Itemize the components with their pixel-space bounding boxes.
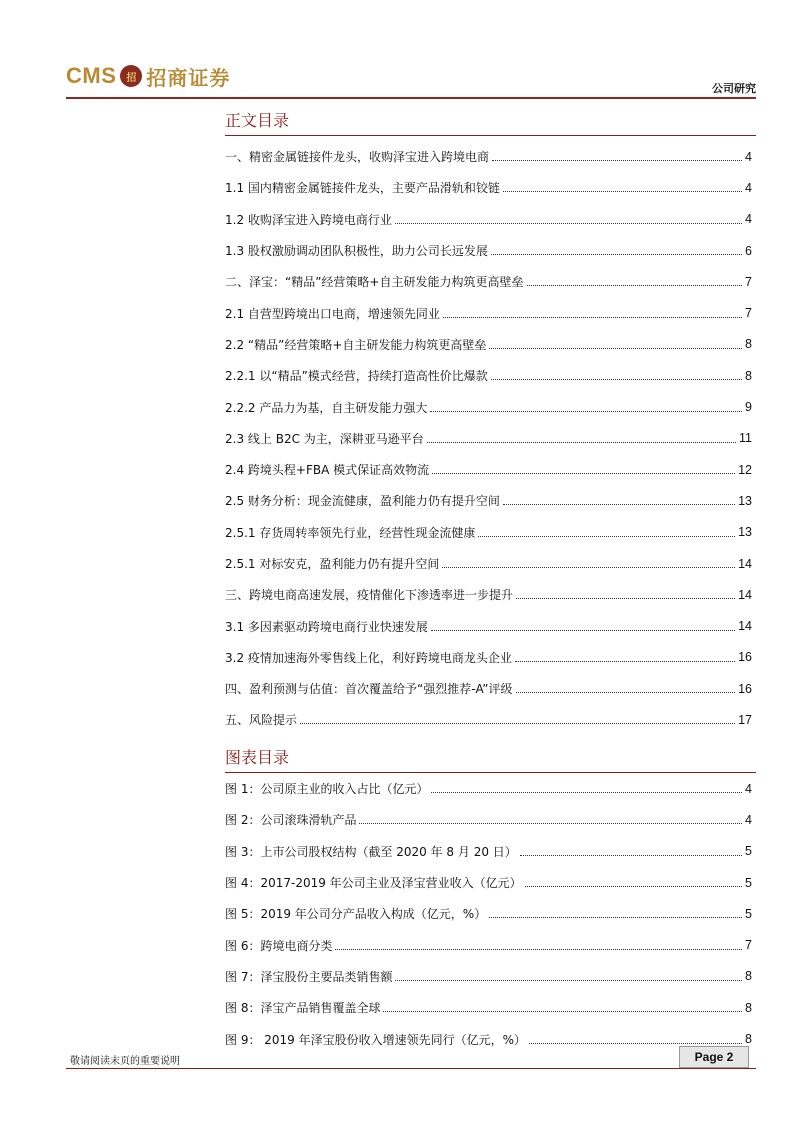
toc-entry[interactable] <box>225 235 752 266</box>
dot-leader <box>443 317 742 318</box>
dot-leader <box>359 823 742 824</box>
entry-page-number: 8 <box>745 1000 752 1015</box>
entry-title: 图 9： 2019 年泽宝股份收入增速领先同行（亿元，%） <box>225 1032 527 1047</box>
entry-title: 图 1：公司原主业的收入占比（亿元） <box>225 782 429 797</box>
entry-title: 2.3 线上 B2C 为主，深耕亚马逊平台 <box>225 431 424 446</box>
dot-leader <box>520 855 742 856</box>
header-divider <box>66 97 756 99</box>
dot-leader <box>430 411 742 412</box>
dot-leader <box>492 160 742 161</box>
entry-title: 1.2 收购泽宝进入跨境电商行业 <box>225 212 392 227</box>
dot-leader <box>515 661 735 662</box>
entry-title: 一、精密金属链接件龙头，收购泽宝进入跨境电商 <box>225 150 490 165</box>
entry-page-number: 8 <box>745 368 752 383</box>
entry-title: 图 8：泽宝产品销售覆盖全球 <box>225 1001 381 1016</box>
toc-list <box>225 141 752 736</box>
dot-leader <box>395 223 742 224</box>
toc-entry[interactable] <box>225 454 752 485</box>
entry-page-number: 7 <box>745 274 752 289</box>
figure-entry[interactable] <box>225 1023 752 1054</box>
dot-leader <box>527 285 743 286</box>
toc-entry[interactable] <box>225 704 752 735</box>
entry-title: 3.2 疫情加速海外零售线上化，利好跨境电商龙头企业 <box>225 650 512 665</box>
toc-title: 正文目录 <box>225 111 290 130</box>
entry-page-number: 13 <box>738 525 752 540</box>
toc-entry[interactable] <box>225 297 752 328</box>
dot-leader <box>395 980 742 981</box>
figure-entry[interactable] <box>225 773 752 804</box>
entry-page-number: 16 <box>738 650 752 665</box>
entry-title: 三、跨境电商高速发展，疫情催化下渗透率进一步提升 <box>225 588 514 603</box>
entry-page-number: 8 <box>745 969 752 984</box>
entry-title: 1.3 股权激励调动团队积极性，助力公司长远发展 <box>225 244 488 259</box>
logo-seal-icon: 招 <box>120 65 142 87</box>
entry-title: 图 7：泽宝股份主要品类销售额 <box>225 969 393 984</box>
footer-disclaimer: 敬请阅读末页的重要说明 <box>70 1056 180 1067</box>
entry-page-number: 4 <box>745 180 752 195</box>
entry-page-number: 16 <box>738 681 752 696</box>
figures-list <box>225 773 752 1055</box>
figure-entry[interactable] <box>225 992 752 1023</box>
dot-leader <box>491 379 742 380</box>
entry-title: 2.5.1 对标安克，盈利能力仍有提升空间 <box>225 557 440 571</box>
figure-entry[interactable] <box>225 836 752 867</box>
entry-page-number: 14 <box>738 619 752 634</box>
entry-page-number: 14 <box>738 556 752 571</box>
entry-title: 2.2 “精品”经营策略+自主研发能力构筑更高壁垒 <box>225 337 487 352</box>
dot-leader <box>503 191 742 192</box>
entry-title: 1.1 国内精密金属链接件龙头，主要产品滑轨和铰链 <box>225 181 500 196</box>
dot-leader <box>427 442 736 443</box>
dot-leader <box>516 598 735 599</box>
toc-entry[interactable] <box>225 673 752 704</box>
dot-leader <box>503 504 735 505</box>
entry-page-number: 14 <box>738 587 752 602</box>
dot-leader <box>431 630 735 631</box>
toc-entry[interactable] <box>225 266 752 297</box>
entry-page-number: 17 <box>738 712 752 727</box>
dot-leader <box>478 536 735 537</box>
entry-page-number: 7 <box>745 306 752 321</box>
company-logo <box>66 61 230 91</box>
entry-title: 图 2：公司滚珠滑轨产品 <box>225 813 357 828</box>
entry-title: 五、风险提示 <box>225 713 298 728</box>
entry-title: 2.5 财务分析：现金流健康，盈利能力仍有提升空间 <box>225 494 500 509</box>
entry-title: 2.4 跨境头程+FBA 模式保证高效物流 <box>225 463 430 478</box>
entry-page-number: 7 <box>745 938 752 953</box>
entry-title: 图 5：2019 年公司分产品收入构成（亿元，%） <box>225 907 487 922</box>
entry-page-number: 9 <box>745 400 752 415</box>
entry-title: 3.1 多因素驱动跨境电商行业快速发展 <box>225 619 428 634</box>
entry-title: 图 4：2017-2019 年公司主业及泽宝营业收入（亿元） <box>225 876 522 891</box>
toc-entry[interactable] <box>225 642 752 673</box>
toc-entry[interactable] <box>225 141 752 172</box>
entry-page-number: 6 <box>745 243 752 258</box>
figure-entry[interactable] <box>225 804 752 835</box>
toc-entry[interactable] <box>225 579 752 610</box>
entry-page-number: 5 <box>745 875 752 890</box>
dot-leader <box>335 949 742 950</box>
entry-page-number: 4 <box>745 212 752 227</box>
entry-title: 图 3：上市公司股权结构（截至 2020 年 8 月 20 日） <box>225 844 517 859</box>
dot-leader <box>432 473 735 474</box>
entry-page-number: 8 <box>745 337 752 352</box>
toc-entry[interactable] <box>225 360 752 391</box>
toc-entry[interactable] <box>225 172 752 203</box>
toc-entry[interactable] <box>225 517 752 548</box>
footer-divider <box>66 1068 756 1069</box>
toc-entry[interactable] <box>225 204 752 235</box>
figure-entry[interactable] <box>225 898 752 929</box>
toc-title-divider <box>225 135 756 136</box>
page-header <box>66 58 756 100</box>
entry-title: 二、泽宝：“精品”经营策略+自主研发能力构筑更高壁垒 <box>225 275 524 290</box>
toc-entry[interactable] <box>225 329 752 360</box>
entry-title: 2.1 自营型跨境出口电商，增速领先同业 <box>225 306 440 321</box>
dot-leader <box>300 723 735 724</box>
figures-title: 图表目录 <box>225 748 290 767</box>
entry-page-number: 8 <box>745 1032 752 1047</box>
entry-title: 2.5.1 存货周转率领先行业，经营性现金流健康 <box>225 525 476 540</box>
entry-page-number: 5 <box>745 906 752 921</box>
logo-cms-text: CMS <box>66 63 117 88</box>
entry-title: 四、盈利预测与估值：首次覆盖给予“强烈推荐-A”评级 <box>225 682 513 697</box>
toc-entry[interactable] <box>225 423 752 454</box>
dot-leader <box>489 348 742 349</box>
entry-page-number: 12 <box>738 462 752 477</box>
entry-page-number: 4 <box>745 149 752 164</box>
dot-leader <box>525 886 742 887</box>
entry-page-number: 4 <box>745 781 752 796</box>
dot-leader <box>442 567 735 568</box>
entry-title: 2.2.1 以“精品”模式经营，持续打造高性价比爆款 <box>225 369 488 384</box>
dot-leader <box>431 792 742 793</box>
dot-leader <box>516 692 736 693</box>
figure-entry[interactable] <box>225 867 752 898</box>
figure-entry[interactable] <box>225 961 752 992</box>
entry-page-number: 5 <box>745 844 752 859</box>
dot-leader <box>491 254 742 255</box>
page-number-badge: Page 2 <box>679 1046 749 1068</box>
figure-entry[interactable] <box>225 929 752 960</box>
dot-leader <box>489 917 742 918</box>
entry-page-number: 11 <box>739 431 752 446</box>
dot-leader <box>383 1011 742 1012</box>
report-type: 公司研究 <box>712 82 756 95</box>
entry-page-number: 13 <box>738 493 752 508</box>
toc-entry[interactable] <box>225 485 752 516</box>
toc-entry[interactable] <box>225 610 752 641</box>
entry-title: 2.2.2 产品力为基，自主研发能力强大 <box>225 400 428 415</box>
toc-entry[interactable] <box>225 548 752 579</box>
toc-entry[interactable] <box>225 391 752 422</box>
dot-leader <box>529 1043 742 1044</box>
logo-company-name: 招商证券 <box>146 65 231 90</box>
entry-page-number: 4 <box>745 812 752 827</box>
entry-title: 图 6：跨境电商分类 <box>225 938 333 953</box>
